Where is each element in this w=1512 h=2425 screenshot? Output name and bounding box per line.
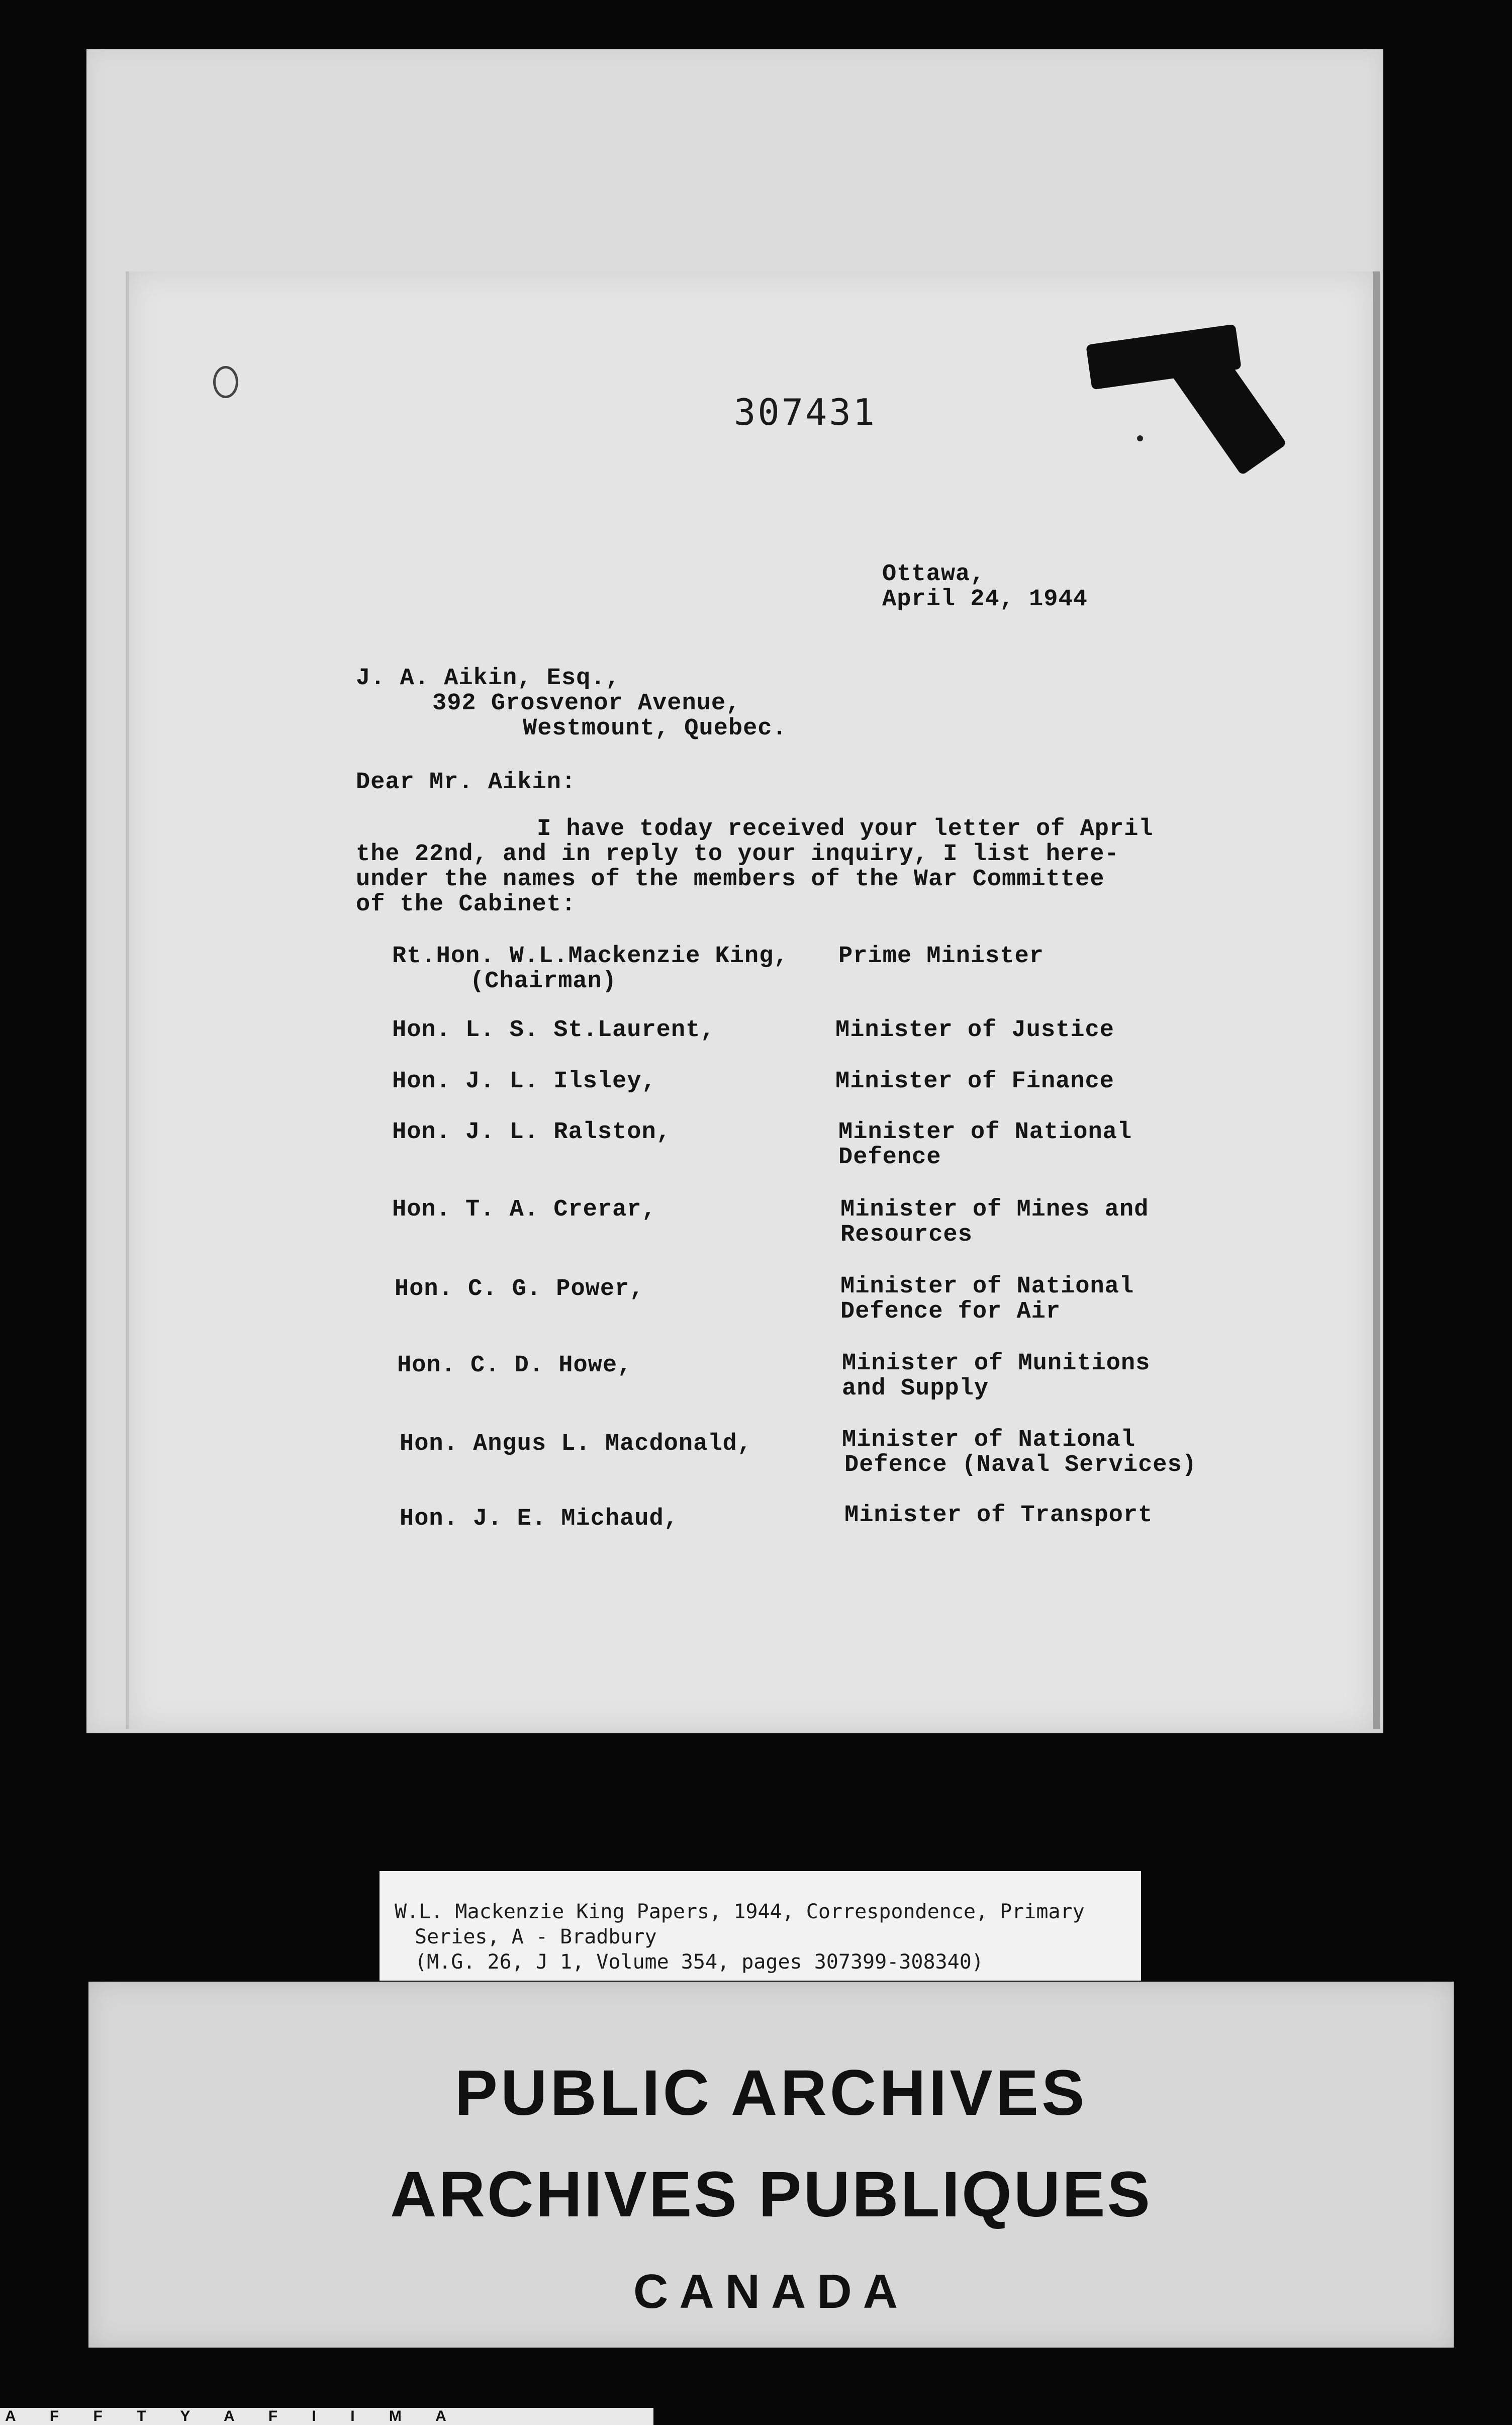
letter-date: April 24, 1944	[882, 586, 1088, 613]
body-line: the 22nd, and in reply to your inquiry, I list here-	[356, 841, 1119, 868]
member-name: Hon. Angus L. Macdonald,	[400, 1431, 752, 1457]
member-name: Hon. L. S. St.Laurent,	[392, 1017, 715, 1044]
member-name: Hon. T. A. Crerar,	[392, 1196, 656, 1223]
punch-hole	[213, 366, 238, 398]
member-role: Minister of Justice	[835, 1017, 1114, 1044]
member-role-cont: Defence (Naval Services)	[844, 1452, 1197, 1478]
caption-line: (M.G. 26, J 1, Volume 354, pages 307399-308340)	[415, 1950, 984, 1974]
member-name-note: (Chairman)	[470, 968, 617, 995]
archives-country: CANADA	[633, 2265, 909, 2318]
archives-title-en: PUBLIC ARCHIVES	[454, 2057, 1088, 2129]
recipient-street: 392 Grosvenor Avenue,	[432, 690, 741, 717]
caption-line: Series, A - Bradbury	[415, 1925, 657, 1948]
member-name: Hon. C. G. Power,	[395, 1276, 644, 1302]
member-role: Minister of National	[840, 1273, 1135, 1300]
body-line: under the names of the members of the War Committee	[356, 866, 1105, 893]
member-role: Minister of Mines and	[840, 1196, 1149, 1223]
member-name: Hon. C. D. Howe,	[397, 1352, 632, 1379]
member-role: Minister of Finance	[835, 1068, 1114, 1095]
member-name: Hon. J. E. Michaud,	[400, 1506, 679, 1532]
recipient-city: Westmount, Quebec.	[523, 715, 787, 742]
member-name: Rt.Hon. W.L.Mackenzie King,	[392, 943, 789, 970]
salutation: Dear Mr. Aikin:	[356, 769, 577, 796]
recipient-name: J. A. Aikin, Esq.,	[356, 665, 620, 692]
letter-place: Ottawa,	[882, 561, 985, 588]
body-line: of the Cabinet:	[356, 891, 577, 918]
member-name: Hon. J. L. Ralston,	[392, 1119, 671, 1146]
member-role-cont: Defence	[838, 1144, 941, 1171]
caption-line: W.L. Mackenzie King Papers, 1944, Correspondence, Primary	[395, 1900, 1085, 1923]
body-line: I have today received your letter of April	[537, 816, 1154, 843]
member-name: Hon. J. L. Ilsley,	[392, 1068, 656, 1095]
member-role: Minister of National	[838, 1119, 1132, 1146]
archives-banner	[88, 1982, 1454, 2348]
member-role-cont: and Supply	[842, 1375, 989, 1402]
ink-dot	[1137, 435, 1143, 441]
member-role: Prime Minister	[838, 943, 1044, 970]
member-role-cont: Defence for Air	[840, 1298, 1061, 1325]
document-number: 307431	[734, 391, 877, 433]
archives-title-fr: ARCHIVES PUBLIQUES	[390, 2159, 1152, 2230]
caption-card	[380, 1871, 1141, 1981]
member-role: Minister of National	[842, 1427, 1136, 1453]
member-role: Minister of Transport	[844, 1502, 1153, 1529]
member-role-cont: Resources	[840, 1222, 973, 1248]
member-role: Minister of Munitions	[842, 1350, 1151, 1377]
film-strip-label: A F F T Y A F I I M A	[0, 2408, 653, 2425]
letter-page	[126, 271, 1380, 1729]
